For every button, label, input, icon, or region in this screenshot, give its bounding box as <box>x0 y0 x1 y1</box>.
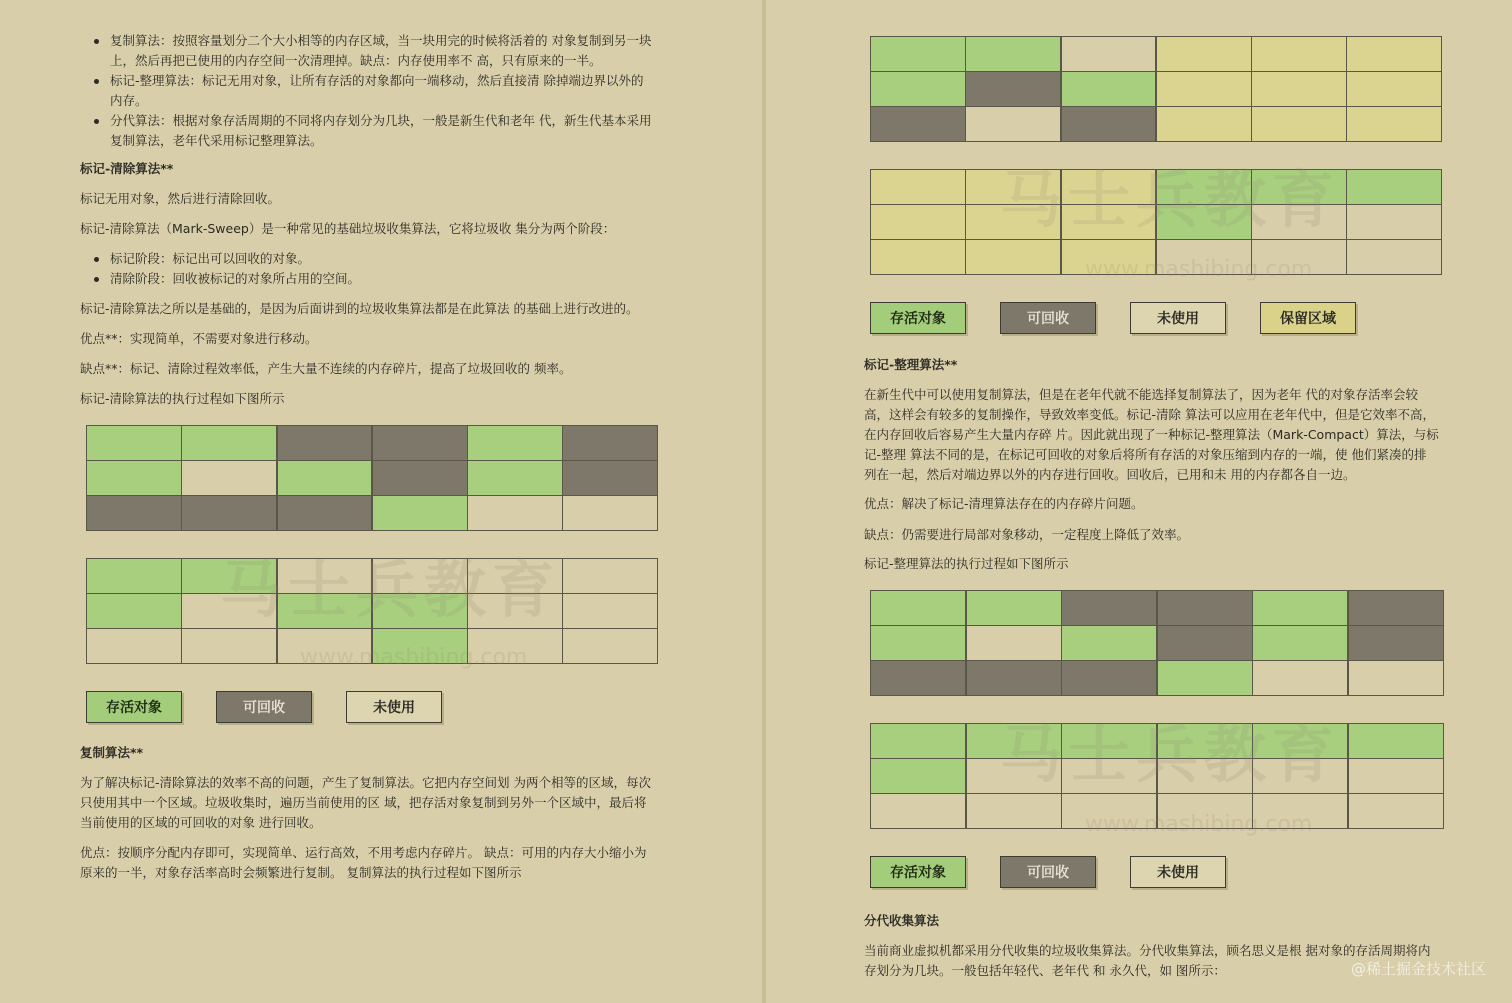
reserved-cell <box>1157 37 1251 71</box>
list-item: 标记阶段：标记出可以回收的对象。 <box>80 249 680 269</box>
mark-compact-after-grid <box>870 723 1444 829</box>
unused-cell <box>871 794 965 828</box>
alive-cell <box>1349 724 1443 758</box>
legend-unused: 未使用 <box>1130 302 1226 334</box>
unused-cell <box>1158 759 1252 793</box>
alive-cell <box>871 591 965 625</box>
reserved-cell <box>1062 240 1156 274</box>
mark-compact-heading: 标记-整理算法** <box>864 357 958 372</box>
reclaim-cell <box>373 426 467 460</box>
paragraph: 记-整理 算法不同的是，在标记可回收的对象后将所有存活的对象压缩到内存的一端，使 他们紧凑的排 <box>864 447 1427 462</box>
legend-unused: 未使用 <box>346 691 442 723</box>
unused-cell <box>1252 205 1346 239</box>
reserved-cell <box>966 170 1060 204</box>
legend-unused: 未使用 <box>1130 856 1226 888</box>
unused-cell <box>1062 759 1156 793</box>
algorithm-summary-list <box>80 31 680 151</box>
watermark-url: www.mashibing.com <box>1085 257 1313 282</box>
legend-reserved: 保留区域 <box>1260 302 1356 334</box>
mark-sweep-before-grid <box>86 425 658 531</box>
unused-cell <box>373 559 467 593</box>
unused-cell <box>967 794 1061 828</box>
alive-cell <box>966 37 1060 71</box>
reserved-cell <box>966 240 1060 274</box>
alive-cell <box>278 461 372 495</box>
alive-cell <box>871 37 965 71</box>
reserved-cell <box>1252 37 1346 71</box>
alive-cell <box>373 594 467 628</box>
reserved-cell <box>966 205 1060 239</box>
alive-cell <box>967 591 1061 625</box>
unused-cell <box>967 759 1061 793</box>
unused-cell <box>182 461 276 495</box>
alive-cell <box>1253 626 1347 660</box>
reclaim-cell <box>563 461 657 495</box>
reclaim-cell <box>967 661 1061 695</box>
pros-text: 优点：解决了标记-清理算法存在的内存碎片问题。 <box>864 496 1144 511</box>
copy-after-grid <box>870 169 1442 275</box>
alive-cell <box>1158 724 1252 758</box>
reserved-cell <box>871 205 965 239</box>
alive-cell <box>1347 170 1441 204</box>
reclaim-cell <box>87 496 181 530</box>
alive-cell <box>871 724 965 758</box>
reclaim-cell <box>182 496 276 530</box>
unused-cell <box>563 496 657 530</box>
pros-text: 优点：按顺序分配内存即可，实现简单、运行高效，不用考虑内存碎片。 缺点：可用的内存大小缩小为 <box>80 845 647 860</box>
reclaim-cell <box>563 426 657 460</box>
unused-cell <box>1349 661 1443 695</box>
alive-cell <box>87 461 181 495</box>
unused-cell <box>1062 37 1156 71</box>
unused-cell <box>1253 759 1347 793</box>
list-item: 标记-整理算法：标记无用对象，让所有存活的对象都向一端移动，然后直接清 除掉端边界以外的 内存。 <box>80 71 680 111</box>
unused-cell <box>1157 240 1251 274</box>
legend-alive: 存活对象 <box>870 856 966 888</box>
paragraph: 原来的一半，对象存活率高时会频繁进行复制。 复制算法的执行过程如下图所示 <box>80 865 522 880</box>
unused-cell <box>1062 794 1156 828</box>
paragraph: 标记-整理算法的执行过程如下图所示 <box>864 556 1069 571</box>
reserved-cell <box>1157 72 1251 106</box>
mark-sweep-heading: 标记-清除算法** <box>80 161 174 176</box>
unused-cell <box>1347 205 1441 239</box>
alive-cell <box>468 461 562 495</box>
alive-cell <box>1158 661 1252 695</box>
mark-compact-before-grid <box>870 590 1444 696</box>
unused-cell <box>468 594 562 628</box>
paragraph: 标记无用对象，然后进行清除回收。 <box>80 191 281 206</box>
alive-cell <box>1062 724 1156 758</box>
alive-cell <box>967 724 1061 758</box>
paragraph: 在内存回收后容易产生大量内存碎 片。因此就出现了一种标记-整理算法（Mark-Compact）算法，与标 <box>864 427 1439 442</box>
paragraph: 标记-清除算法的执行过程如下图所示 <box>80 391 285 406</box>
reclaim-cell <box>1062 107 1156 141</box>
alive-cell <box>1157 205 1251 239</box>
alive-cell <box>373 496 467 530</box>
alive-cell <box>373 629 467 663</box>
reclaim-cell <box>966 72 1060 106</box>
unused-cell <box>468 629 562 663</box>
paragraph: 只使用其中一个区域。垃圾收集时，遍历当前使用的区 域，把存活对象复制到另外一个区域中，最后将 <box>80 795 647 810</box>
cons-text: 缺点：仍需要进行局部对象移动，一定程度上降低了效率。 <box>864 527 1190 542</box>
alive-cell <box>1253 591 1347 625</box>
reclaim-cell <box>871 661 965 695</box>
legend-reclaim: 可回收 <box>216 691 312 723</box>
list-item: 复制算法：按照容量划分二个大小相等的内存区域，当一块用完的时候将活着的 对象复制到另一块 上，然后再把已使用的内存空间一次清理掉。缺点：内存使用率不 高，只有原来的一半。 <box>80 31 680 71</box>
reserved-cell <box>1252 107 1346 141</box>
paragraph: 当前商业虚拟机都采用分代收集的垃圾收集算法。分代收集算法，顾名思义是根 据对象的存活周期将内 <box>864 943 1431 958</box>
paragraph: 为了解决标记-清除算法的效率不高的问题，产生了复制算法。它把内存空间划 为两个相等的区域，每次 <box>80 775 651 790</box>
unused-cell <box>278 629 372 663</box>
watermark-url: www.mashibing.com <box>1085 812 1313 837</box>
reclaim-cell <box>278 426 372 460</box>
watermark-url: www.mashibing.com <box>300 645 528 670</box>
unused-cell <box>182 629 276 663</box>
list-item: 分代算法：根据对象存活周期的不同将内存划分为几块，一般是新生代和老年 代，新生代基本采用 复制算法，老年代采用标记整理算法。 <box>80 111 680 151</box>
unused-cell <box>1349 759 1443 793</box>
unused-cell <box>966 107 1060 141</box>
credit-watermark: @稀土掘金技术社区 <box>1350 960 1486 978</box>
alive-cell <box>1253 724 1347 758</box>
pros-text: 优点**：实现简单，不需要对象进行移动。 <box>80 331 318 346</box>
paragraph: 标记-清除算法之所以是基础的，是因为后面讲到的垃圾收集算法都是在此算法 的基础上进行改进的。 <box>80 301 639 316</box>
unused-cell <box>278 559 372 593</box>
unused-cell <box>563 559 657 593</box>
alive-cell <box>1062 626 1156 660</box>
reserved-cell <box>1347 107 1441 141</box>
reserved-cell <box>1347 72 1441 106</box>
legend-alive: 存活对象 <box>870 302 966 334</box>
reclaim-cell <box>871 107 965 141</box>
unused-cell <box>468 559 562 593</box>
reclaim-cell <box>1158 591 1252 625</box>
reclaim-cell <box>373 461 467 495</box>
unused-cell <box>1253 794 1347 828</box>
reclaim-cell <box>1349 591 1443 625</box>
alive-cell <box>87 426 181 460</box>
unused-cell <box>1253 661 1347 695</box>
reserved-cell <box>1347 37 1441 71</box>
unused-cell <box>182 594 276 628</box>
legend-reclaim: 可回收 <box>1000 302 1096 334</box>
paragraph: 标记-清除算法（Mark-Sweep）是一种常见的基础垃圾收集算法，它将垃圾收 集分为两个阶段： <box>80 221 616 236</box>
cons-text: 缺点**：标记、清除过程效率低，产生大量不连续的内存碎片，提高了垃圾回收的 频率。 <box>80 361 572 376</box>
mark-sweep-after-grid <box>86 558 658 664</box>
alive-cell <box>182 426 276 460</box>
paragraph: 当前使用的区域的可回收的对象 进行回收。 <box>80 815 322 830</box>
reserved-cell <box>871 240 965 274</box>
phases-list <box>80 249 680 289</box>
unused-cell <box>1349 794 1443 828</box>
reclaim-cell <box>1062 591 1156 625</box>
unused-cell <box>967 626 1061 660</box>
alive-cell <box>87 559 181 593</box>
unused-cell <box>468 496 562 530</box>
paragraph: 高，这样会有较多的复制操作，导致效率变低。标记-清除 算法可以应用在老年代中，但是它效率不高， <box>864 407 1435 422</box>
alive-cell <box>278 594 372 628</box>
paragraph: 在新生代中可以使用复制算法，但是在老年代就不能选择复制算法了，因为老年 代的对象存活率会较 <box>864 387 1418 402</box>
reserved-cell <box>1062 205 1156 239</box>
unused-cell <box>87 629 181 663</box>
reserved-cell <box>871 170 965 204</box>
unused-cell <box>563 629 657 663</box>
alive-cell <box>871 759 965 793</box>
alive-cell <box>1062 72 1156 106</box>
generational-heading: 分代收集算法 <box>864 913 940 928</box>
paragraph: 存划分为几块。一般包括年轻代、老年代 和 永久代，如 图所示： <box>864 963 1226 978</box>
copy-before-grid <box>870 36 1442 142</box>
reserved-cell <box>1157 107 1251 141</box>
reclaim-cell <box>1158 626 1252 660</box>
unused-cell <box>1347 240 1441 274</box>
alive-cell <box>1157 170 1251 204</box>
reserved-cell <box>1252 72 1346 106</box>
reclaim-cell <box>1349 626 1443 660</box>
unused-cell <box>1158 794 1252 828</box>
alive-cell <box>871 72 965 106</box>
alive-cell <box>871 626 965 660</box>
reserved-cell <box>1062 170 1156 204</box>
legend-reclaim: 可回收 <box>1000 856 1096 888</box>
alive-cell <box>182 559 276 593</box>
list-item: 清除阶段：回收被标记的对象所占用的空间。 <box>80 269 680 289</box>
copy-heading: 复制算法** <box>80 745 144 760</box>
alive-cell <box>87 594 181 628</box>
legend-alive: 存活对象 <box>86 691 182 723</box>
unused-cell <box>1252 240 1346 274</box>
unused-cell <box>563 594 657 628</box>
reclaim-cell <box>1062 661 1156 695</box>
paragraph: 列在一起，然后对端边界以外的内存进行回收。回收后，已用和未 用的内存都各自一边。 <box>864 467 1356 482</box>
alive-cell <box>468 426 562 460</box>
alive-cell <box>1252 170 1346 204</box>
reclaim-cell <box>278 496 372 530</box>
